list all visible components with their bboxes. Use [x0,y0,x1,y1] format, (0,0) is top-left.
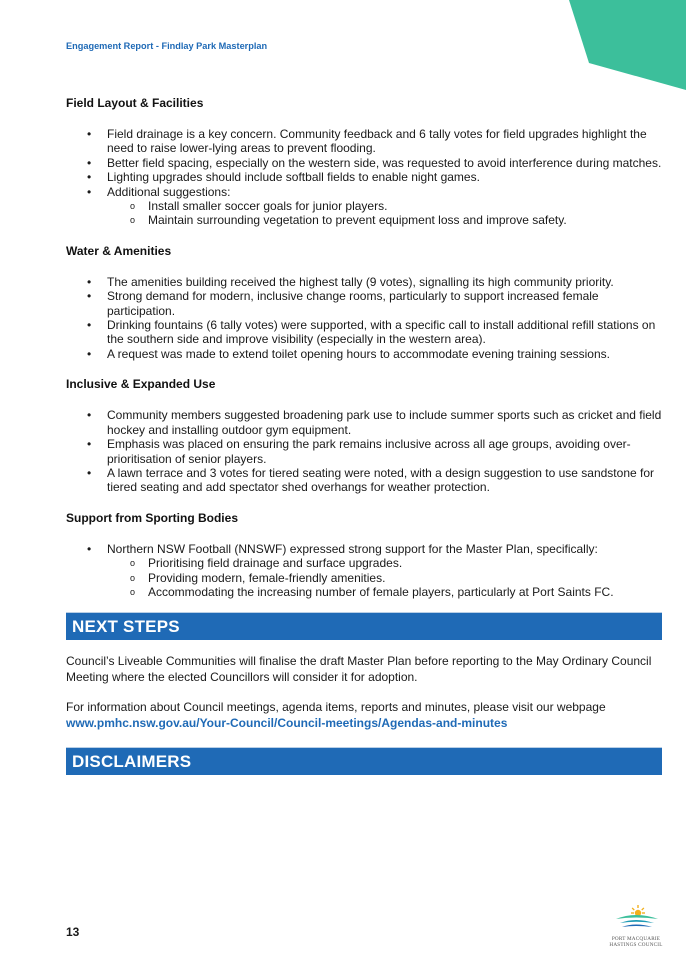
page-number: 13 [66,925,80,939]
circle-bullet-icon: o [130,586,136,597]
circle-bullet-icon: o [130,215,136,226]
sub-list-item: o Prioritising field drainage and surface upgrades. [130,556,403,571]
sub-list-item: o Accommodating the increasing number of female players, particularly at Port Saints FC. [130,584,614,599]
bullet-icon: • [87,274,92,289]
circle-bullet-icon: o [130,558,136,569]
bullet-icon: • [87,541,92,556]
sporting-section-heading: Support from Sporting Bodies [66,510,238,525]
sporting-sublist [107,556,662,599]
next-steps-paragraph: Council’s Liveable Communities will finalise the draft Master Plan before reporting to the May Ordinary Council Meeting where the elected Councillors will consider it for adoption. [66,654,652,684]
agendas-minutes-link[interactable]: www.pmhc.nsw.gov.au/Your-Council/Council-meetings/Agendas-and-minutes [66,715,508,730]
list-item: • Lighting upgrades should include softball fields to enable night games. [87,170,480,185]
field-section-heading: Field Layout & Facilities [66,96,204,110]
council-logo [602,905,670,948]
next-steps-banner: NEXT STEPS [66,612,662,640]
bullet-icon: • [87,289,92,304]
council-logo-icon [602,905,670,931]
list-item: • Field drainage is a key concern. Community feedback and 6 tally votes for field upgrades highlight the need to raise lower-lying areas to prevent flooding. [87,127,647,156]
water-section-heading: Water & Amenities [66,243,172,258]
bullet-icon: • [87,184,92,199]
list-item: • Strong demand for modern, inclusive change rooms, particularly to support increased female participation. [87,289,599,318]
list-item: • Drinking fountains (6 tally votes) were supported, with a specific call to install additional refill stations on the southern side and improve visibility (especially in the western area). [87,318,656,347]
bullet-icon: • [87,437,92,452]
circle-bullet-icon: o [130,201,136,212]
sub-list-item: o Providing modern, female-friendly amenities. [130,570,386,585]
circle-bullet-icon: o [130,572,136,583]
bullet-icon: • [87,318,92,333]
bullet-icon: • [87,346,92,361]
bullet-icon: • [87,465,92,480]
list-item: • Emphasis was placed on ensuring the park remains inclusive across all age groups, avoiding over-prioritisation of senior players. [87,437,631,466]
inclusive-list [66,408,662,494]
bullet-icon: • [87,127,92,141]
bullet-icon: • [87,170,92,185]
sporting-list [66,542,662,600]
list-item: • A request was made to extend toilet opening hours to accommodate evening training sessions. [87,346,610,361]
list-item: • The amenities building received the highest tally (9 votes), signalling its high community priority. [87,274,614,289]
list-item: • Community members suggested broadening park use to include summer sports such as cricket and field hockey and installing outdoor gym equipment. [87,408,662,437]
disclaimers-banner: DISCLAIMERS [66,747,662,775]
page-content [66,96,662,775]
list-item: • Northern NSW Football (NNSWF) expressed strong support for the Master Plan, specifically: o Prioritising field drainage and surface upgrades. o Providing modern, female-friendly amenities. o Accommodating the increasing number of female players, particularly at Port Saints FC. [66,542,662,600]
list-item: • Better field spacing, especially on the western side, was requested to avoid interference during matches. [87,155,662,170]
sub-list-item: o Install smaller soccer goals for junior players. [130,199,388,214]
field-list [66,127,662,228]
bullet-icon: • [87,155,92,170]
water-list [66,275,662,361]
meetings-info-paragraph: For information about Council meetings, agenda items, reports and minutes, please visit our webpage www.pmhc.nsw.gov.au/Your-Council/Council-meetings/Agendas-and-minutes [66,700,606,730]
logo-text-line2: HASTINGS COUNCIL [609,942,663,948]
report-header-title: Engagement Report - Findlay Park Masterplan [66,41,268,51]
field-sublist [107,199,662,228]
list-item: • A lawn terrace and 3 votes for tiered seating were noted, with a design suggestion to use sandstone for tiered seating and add spectator shed overhangs for weather protection. [87,465,655,495]
list-item: • Additional suggestions: o Install smaller soccer goals for junior players. o Maintain surrounding vegetation to prevent equipment loss and improve safety. [66,185,662,228]
corner-accent-shape [566,0,686,92]
inclusive-section-heading: Inclusive & Expanded Use [66,377,216,392]
bullet-icon: • [87,408,92,423]
logo-text-line1: PORT MACQUARIE [611,936,661,942]
sub-list-item: o Maintain surrounding vegetation to prevent equipment loss and improve safety. [130,213,567,228]
